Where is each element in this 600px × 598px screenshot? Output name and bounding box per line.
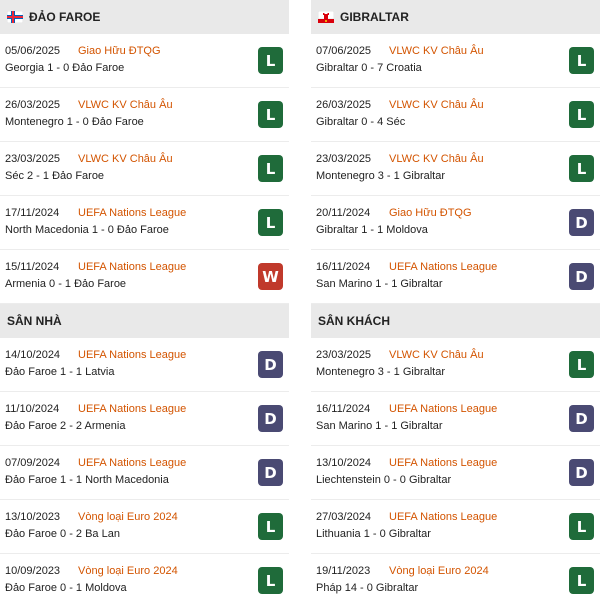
match-competition[interactable]: VLWC KV Châu Âu: [389, 45, 484, 57]
gibraltar-header: [311, 0, 600, 34]
match-competition[interactable]: Vòng loại Euro 2024: [389, 565, 489, 577]
faroe-header: [0, 0, 289, 34]
gibraltar-title: GIBRALTAR: [340, 10, 409, 24]
match-score: Montenegro 3 - 1 Gibraltar: [316, 170, 446, 182]
result-badge: L: [258, 567, 283, 594]
match-competition[interactable]: VLWC KV Châu Âu: [389, 349, 484, 361]
match-score: Lithuania 1 - 0 Gibraltar: [316, 528, 431, 540]
match-score: Liechtenstein 0 - 0 Gibraltar: [316, 474, 452, 486]
result-badge: L: [258, 47, 283, 74]
faroe-column: [0, 0, 289, 598]
result-badge: L: [258, 155, 283, 182]
gibraltar-match-list: [311, 34, 600, 304]
away-title: SÂN KHÁCH: [318, 314, 390, 328]
match-competition[interactable]: UEFA Nations League: [389, 403, 498, 415]
match-competition[interactable]: VLWC KV Châu Âu: [389, 99, 484, 111]
match-date: 19/11/2023: [316, 565, 371, 577]
match-date: 13/10/2023: [5, 511, 61, 523]
match-score: Montenegro 1 - 0 Đảo Faroe: [5, 116, 144, 128]
home-match-list: [0, 338, 289, 598]
result-badge: L: [258, 101, 283, 128]
match-date: 05/06/2025: [5, 45, 61, 57]
match-date: 11/10/2024: [5, 403, 60, 415]
result-badge: D: [258, 405, 283, 432]
match-date: 07/09/2024: [5, 457, 61, 469]
match-competition[interactable]: UEFA Nations League: [78, 207, 187, 219]
match-date: 16/11/2024: [316, 403, 371, 415]
away-match-list: [311, 338, 600, 598]
result-badge: L: [258, 209, 283, 236]
result-badge: D: [569, 405, 594, 432]
match-row[interactable]: [0, 554, 289, 598]
match-score: Đảo Faroe 0 - 1 Moldova: [5, 582, 127, 594]
match-score: Đảo Faroe 2 - 2 Armenia: [5, 420, 126, 432]
away-header: [311, 304, 600, 338]
match-date: 23/03/2025: [5, 153, 61, 165]
match-date: 23/03/2025: [316, 349, 372, 361]
match-date: 26/03/2025: [5, 99, 61, 111]
match-row[interactable]: [0, 250, 289, 304]
result-badge: D: [569, 263, 594, 290]
result-badge: L: [569, 155, 594, 182]
gibraltar-column: [311, 0, 600, 598]
match-competition[interactable]: Giao Hữu ĐTQG: [389, 207, 472, 219]
match-row[interactable]: [0, 88, 289, 142]
match-row[interactable]: [311, 500, 600, 554]
match-score: Gibraltar 0 - 7 Croatia: [316, 62, 422, 74]
match-score: Gibraltar 1 - 1 Moldova: [316, 224, 428, 236]
match-competition[interactable]: UEFA Nations League: [78, 457, 187, 469]
match-date: 15/11/2024: [5, 261, 60, 273]
home-title: SÂN NHÀ: [7, 314, 62, 328]
match-row[interactable]: [311, 338, 600, 392]
match-competition[interactable]: VLWC KV Châu Âu: [389, 153, 484, 165]
match-date: 13/10/2024: [316, 457, 372, 469]
match-score: Montenegro 3 - 1 Gibraltar: [316, 366, 446, 378]
match-competition[interactable]: Vòng loại Euro 2024: [78, 565, 178, 577]
match-score: San Marino 1 - 1 Gibraltar: [316, 420, 443, 432]
match-date: 17/11/2024: [5, 207, 60, 219]
match-score: San Marino 1 - 1 Gibraltar: [316, 278, 443, 290]
result-badge: L: [569, 513, 594, 540]
match-row[interactable]: [0, 392, 289, 446]
match-score: Đảo Faroe 0 - 2 Ba Lan: [5, 528, 120, 540]
match-row[interactable]: [0, 142, 289, 196]
match-competition[interactable]: VLWC KV Châu Âu: [78, 153, 173, 165]
match-competition[interactable]: UEFA Nations League: [78, 403, 187, 415]
result-badge: L: [569, 101, 594, 128]
match-date: 14/10/2024: [5, 349, 61, 361]
match-competition[interactable]: VLWC KV Châu Âu: [78, 99, 173, 111]
result-badge: D: [258, 459, 283, 486]
match-score: Pháp 14 - 0 Gibraltar: [316, 582, 419, 594]
gibraltar-flag-icon: [318, 11, 334, 23]
match-competition[interactable]: UEFA Nations League: [78, 349, 187, 361]
match-row[interactable]: [311, 250, 600, 304]
match-competition[interactable]: UEFA Nations League: [389, 261, 498, 273]
faroe-match-list: [0, 34, 289, 304]
match-row[interactable]: [311, 554, 600, 598]
match-row[interactable]: [311, 392, 600, 446]
match-row[interactable]: [311, 142, 600, 196]
match-competition[interactable]: Giao Hữu ĐTQG: [78, 45, 161, 57]
match-date: 27/03/2024: [316, 511, 372, 523]
match-date: 20/11/2024: [316, 207, 371, 219]
match-score: Séc 2 - 1 Đảo Faroe: [5, 170, 105, 182]
home-header: [0, 304, 289, 338]
match-date: 10/09/2023: [5, 565, 61, 577]
match-score: Georgia 1 - 0 Đảo Faroe: [5, 62, 125, 74]
match-row[interactable]: [0, 500, 289, 554]
match-row[interactable]: [0, 338, 289, 392]
match-competition[interactable]: UEFA Nations League: [78, 261, 187, 273]
result-badge: L: [569, 47, 594, 74]
result-badge: W: [258, 263, 283, 290]
match-score: North Macedonia 1 - 0 Đảo Faroe: [5, 224, 169, 236]
match-score: Đảo Faroe 1 - 1 Latvia: [5, 366, 115, 378]
result-badge: L: [569, 351, 594, 378]
match-row[interactable]: [0, 196, 289, 250]
match-date: 07/06/2025: [316, 45, 372, 57]
match-date: 23/03/2025: [316, 153, 372, 165]
match-row[interactable]: [0, 34, 289, 88]
result-badge: L: [569, 567, 594, 594]
match-competition[interactable]: Vòng loại Euro 2024: [78, 511, 178, 523]
match-score: Armenia 0 - 1 Đảo Faroe: [5, 278, 127, 290]
faroe-flag-icon: [7, 11, 23, 23]
match-row[interactable]: [0, 446, 289, 500]
match-competition[interactable]: UEFA Nations League: [389, 511, 498, 523]
result-badge: L: [258, 513, 283, 540]
match-row[interactable]: [311, 196, 600, 250]
match-competition[interactable]: UEFA Nations League: [389, 457, 498, 469]
match-row[interactable]: [311, 88, 600, 142]
match-row[interactable]: [311, 446, 600, 500]
match-date: 16/11/2024: [316, 261, 371, 273]
match-row[interactable]: [311, 34, 600, 88]
match-score: Gibraltar 0 - 4 Séc: [316, 116, 406, 128]
result-badge: D: [258, 351, 283, 378]
match-score: Đảo Faroe 1 - 1 North Macedonia: [5, 474, 169, 486]
result-badge: D: [569, 459, 594, 486]
faroe-title: ĐẢO FAROE: [29, 10, 101, 24]
match-date: 26/03/2025: [316, 99, 372, 111]
result-badge: D: [569, 209, 594, 236]
